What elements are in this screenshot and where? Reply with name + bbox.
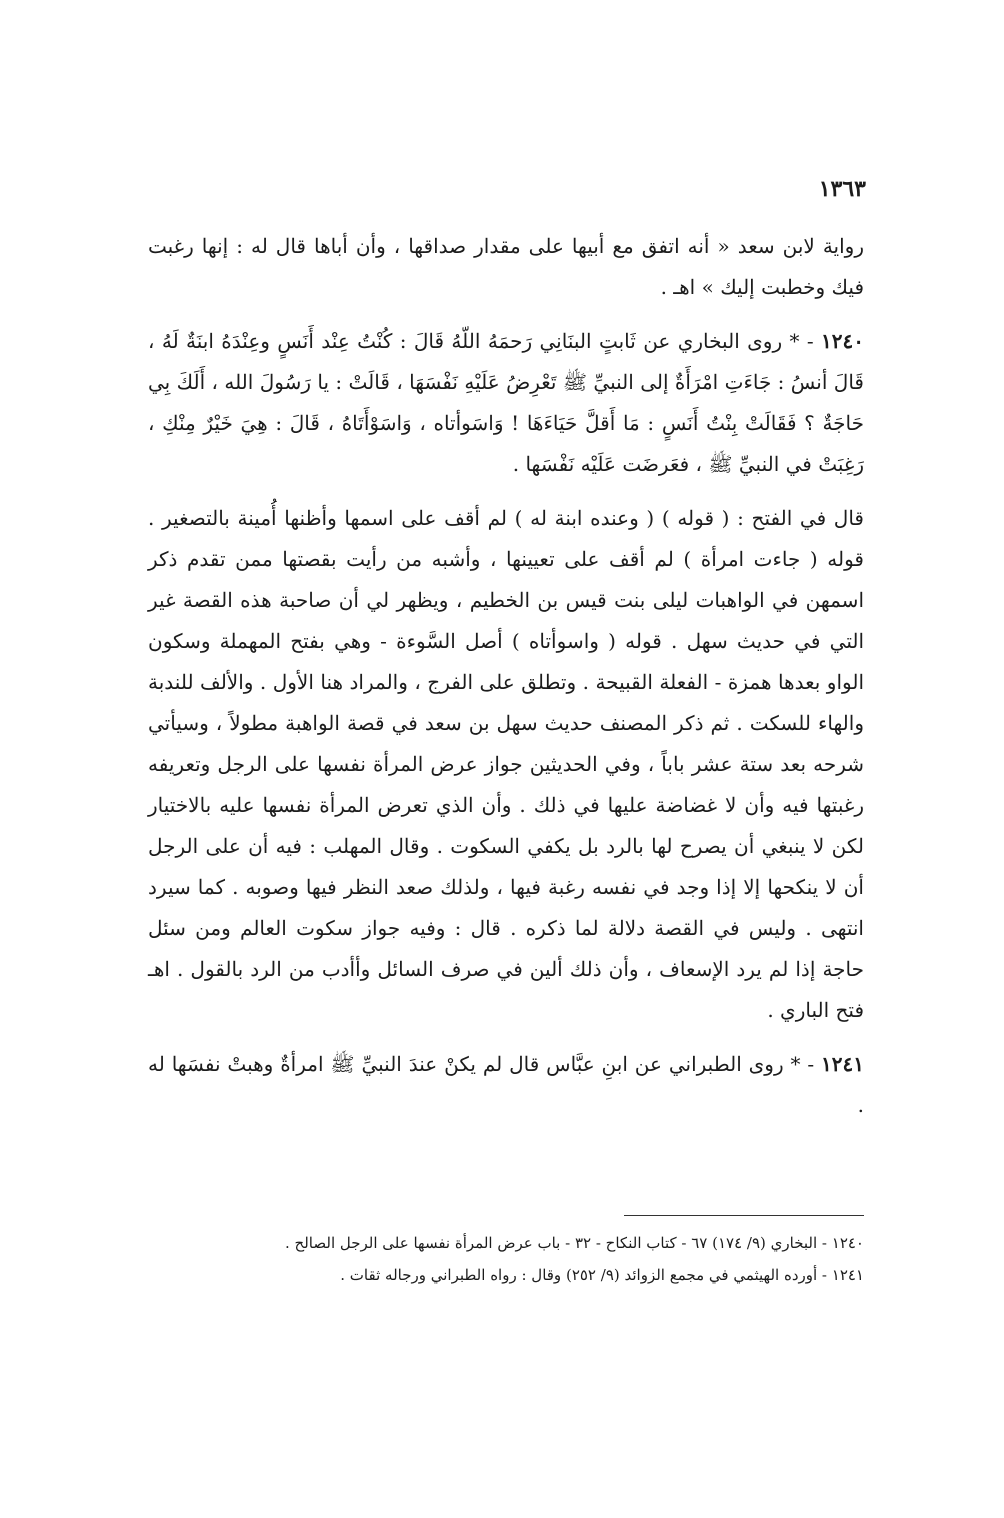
hadith-1241 <box>148 1044 864 1126</box>
paragraph-text: قال في الفتح : ( قوله ) ( وعنده ابنة له ) لم أقف على اسمها وأظنها أُمينة بالتصغير . قوله ( جاءت امرأة ) لم أقف على تعيينها ، وأشبه من رأيت بقصتها ممن تقدم ذكر اسمهن في الواهبات ليلى بنت قيس بن الخطيم ، ويظهر لي أن صاحبة هذه القصة غير التي في حديث سهل . قوله ( واسوأتاه ) أصل السَّوءة - وهي بفتح المهملة وسكون الواو بعدها همزة - الفعلة القبيحة . وتطلق على الفرج ، والمراد هنا الأول . والألف للندبة والهاء للسكت . ثم ذكر المصنف حديث سهل بن سعد في قصة الواهبة مطولاً ، وسيأتي شرحه بعد ستة عشر باباً ، وفي الحديثين جواز عرض المرأة نفسها على الرجل وتعريفه رغبتها فيه وأن لا غضاضة عليها في ذلك . وأن الذي تعرض المرأة نفسها عليه بالاختيار لكن لا ينبغي أن يصرح لها بالرد بل يكفي السكوت . وقال المهلب : فيه أن على الرجل أن لا ينكحها إلا إذا وجد في نفسه رغبة فيها ، ولذلك صعد النظر فيها وصوبه . كما سيرد انتهى . وليس في القصة دلالة لما ذكره . قال : وفيه جواز سكوت العالم ومن سئل حاجة إذا لم يرد الإسعاف ، وأن ذلك ألين في صرف السائل وأأدب من الرد بالقول . اهـ فتح الباري . <box>148 506 864 1022</box>
footnote-1241: ١٢٤١ - أورده الهيثمي في مجمع الزوائد (٩/ ٢٥٢) وقال : رواه الطبراني ورجاله ثقات . <box>340 1266 864 1284</box>
footnote-divider <box>624 1215 864 1216</box>
footnotes <box>150 1227 864 1291</box>
hadith-text: - * روى البخاري عن ثَابتٍ البنَانِي رَحمَهُ اللّهُ قَالَ : كُنْتُ عِنْد أَنَسٍ وعِنْدَهُ ابنَةٌ لَهُ ، قَالَ أنسُ : جَاءَتِ امْرَأَةٌ إلى النبيِّ ﷺ تَعْرِضُ عَلَيْهِ نَفْسَهَا ، قَالَتْ : يا رَسُولَ الله ، أَلَكَ بِي حَاجَةٌ ؟ فَقَالَتْ بِنْتُ أَنَسٍ : مَا أَقلَّ حَيَاءَهَا ! وَاسَوأتاه ، وَاسَوْأَتَاهُ ، قَالَ : هِيَ خَيْرٌ مِنْكِ ، رَغِبَتْ في النبيِّ ﷺ ، فعَرضَت عَلَيْه نَفْسَها . <box>148 329 864 476</box>
hadith-1240 <box>148 321 864 485</box>
hadith-text: - * روى الطبراني عن ابنِ عبَّاس قال لم يكنْ عندَ النبيِّ ﷺ امرأةٌ وهبتْ نفسَها له . <box>148 1052 864 1117</box>
paragraph-intro <box>148 226 864 308</box>
paragraph-commentary <box>148 498 864 1031</box>
main-text <box>148 226 864 1126</box>
hadith-number: ١٢٤١ <box>821 1052 864 1076</box>
footnote-1240: ١٢٤٠ - البخاري (٩/ ١٧٤) ٦٧ - كتاب النكاح - ٣٢ - باب عرض المرأة نفسها على الرجل الصالح . <box>285 1234 864 1252</box>
hadith-number: ١٢٤٠ <box>821 329 864 353</box>
page-number: ١٣٦٣ <box>818 176 866 202</box>
paragraph-text: رواية لابن سعد « أنه اتفق مع أبيها على مقدار صداقها ، وأن أباها قال له : إنها رغبت فيك وخطبت إليك » اهـ . <box>148 234 864 299</box>
